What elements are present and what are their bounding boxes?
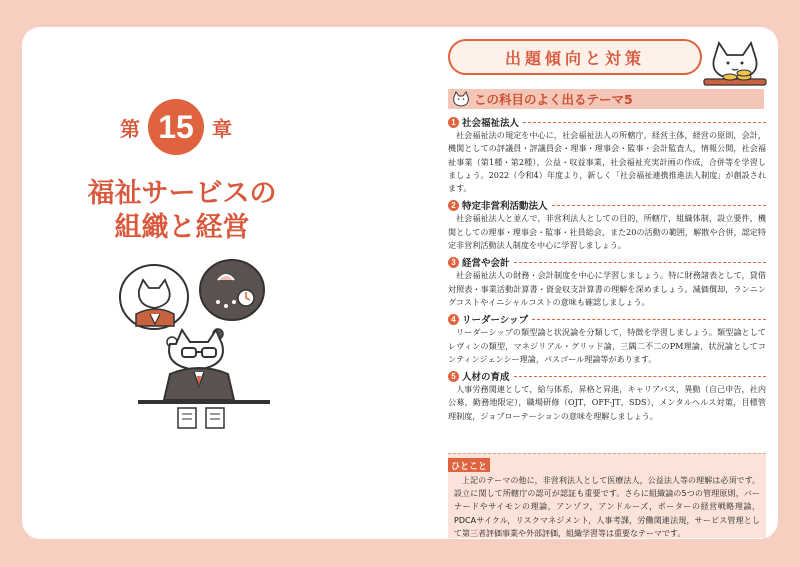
topic-text: 社会福祉法人の財務・会計制度を中心に学習しましょう。特に財務諸表として，貸借対照表・事業活動計算書・資金収支計算書の理解を深めましょう。減価償却，ランニングコストやイニシャルコストの意味も確認しましょう。 (448, 270, 766, 307)
thinking-cat-illustration (114, 252, 294, 432)
chapter-heading (120, 99, 232, 155)
topic-number-badge: 4 (448, 314, 459, 325)
topic-head (448, 255, 766, 269)
topic-head (448, 115, 766, 129)
topic-head (448, 312, 766, 326)
topic-item (448, 312, 766, 366)
dashed-rule (552, 205, 766, 206)
topic-number-badge: 5 (448, 371, 459, 382)
hitokoto-text: 上記のテーマの他に，非営利法人として医療法人，公益法人等の理解は必須です。設立に関して所轄庁の認可が認証も重要です。さらに組織論の5つの管理原則，バーナードやサイモンの理論，アンゾフ，アンドルーズ，ポーターの経営戦略理論，PDCAサイクル，リスクマネジメント，人事考課，労働関連法規，サービス管理として第三者評価事業や外部評価，組織学習等は重要なテーマです。 (454, 476, 760, 538)
topic-title: 社会福祉法人 (462, 118, 520, 129)
chapter-page (22, 27, 402, 539)
dashed-rule (514, 262, 766, 263)
dashed-rule (532, 319, 766, 320)
topic-text: リーダーシップの類型論と状況論を分類して，特徴を学習しましょう。類型論としてレヴィンの類型，マネジリアル・グリッド論，三隅二不二のPM理論，状況論としてコンティンジェンシー理論，パスゴール理論等があります。 (448, 327, 766, 364)
topic-title: 特定非営利活動法人 (462, 201, 548, 213)
topic-number-badge: 2 (448, 200, 459, 211)
topic-item (448, 115, 766, 195)
topic-text: 社会福祉法人と並んで，非営利法人としての目的，所轄庁，組織体制，設立要件，機関としての理事・理事会・監事・社員総会，また20の活動の範囲，解散や合併，認定特定非営利活動法人制度を中心に学習しましょう。 (448, 213, 766, 251)
topic-item (448, 369, 766, 423)
topic-number-badge: 3 (448, 257, 459, 268)
chapter-title-line1: 福祉サービスの (87, 178, 277, 209)
topic-title: 人材の育成 (462, 372, 510, 384)
chapter-number-badge: 15 (148, 99, 204, 155)
topic-text: 人事労務関連として，給与体系，昇格と昇進，キャリアパス，異動（自己申告，社内公募，勤務地限定），職場研修（OJT，OFF-JT，SDS），メンタルヘルス対策，目標管理制度，ジョブローテーションの意味を理解しましょう。 (448, 384, 766, 421)
topics-list (448, 115, 766, 426)
topic-title: 経営や会計 (462, 258, 510, 270)
topic-item (448, 255, 766, 309)
chapter-suffix: 章 (212, 116, 232, 141)
chapter-title (22, 177, 342, 245)
section-heading-band (448, 89, 764, 109)
hitokoto-label: ひとこと (448, 458, 490, 472)
page-card (22, 27, 778, 539)
chapter-title-line2: 組織と経営 (114, 212, 250, 243)
tendencies-page (432, 27, 778, 539)
topic-item (448, 198, 766, 252)
section-heading: この科目のよく出るテーマ5 (474, 92, 633, 107)
topic-head (448, 369, 766, 383)
topic-text: 社会福祉法の規定を中心に，社会福祉法人の所轄庁，経営主体，経営の原則，会計，機関としての評議員・評議員会・理事・理事会・監事・会計監査人，情報公開，社会福祉事業（第1種・第2種），公益・収益事業，社会福祉充実計画の作成，合併等を学習しましょう。2022（令和4）年度より，新しく「社会福祉連携推進法人制度」が創設されます。 (448, 130, 766, 194)
banner-label: 出題傾向と対策 (504, 48, 645, 68)
topic-title: リーダーシップ (462, 315, 529, 327)
tendencies-banner (448, 39, 702, 75)
hitokoto-box (448, 453, 766, 538)
cat-face-icon (452, 91, 470, 107)
dashed-rule (514, 376, 766, 377)
topic-head (448, 198, 766, 212)
cat-with-coins-icon (700, 31, 770, 93)
topic-number-badge: 1 (448, 117, 459, 128)
dashed-rule (523, 122, 766, 123)
chapter-prefix: 第 (120, 116, 140, 141)
